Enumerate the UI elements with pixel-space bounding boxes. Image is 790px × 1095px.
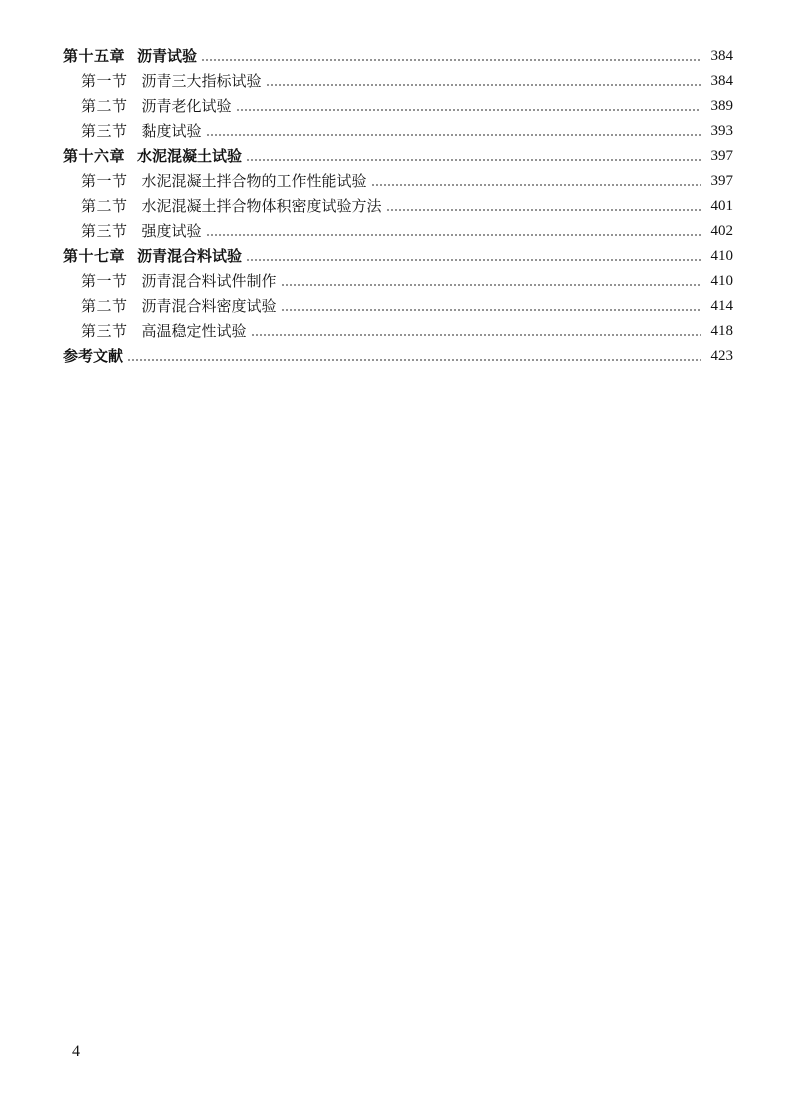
toc-section-16-1[interactable]: [63, 169, 733, 194]
section-title: 沥青混合料密度试验: [141, 297, 277, 315]
page-number: 393: [710, 123, 733, 139]
page-number: 418: [710, 323, 733, 339]
toc-references[interactable]: [63, 344, 733, 369]
dot-leader: [127, 359, 701, 361]
section-label: 第三节: [81, 322, 128, 340]
section-label: 第二节: [81, 97, 128, 115]
section-title: 水泥混凝土拌合物的工作性能试验: [141, 172, 367, 190]
page-number: 389: [710, 98, 733, 114]
page-number: 423: [710, 348, 733, 364]
section-title: 沥青混合料试件制作: [141, 272, 277, 290]
section-title: 沥青三大指标试验: [141, 72, 262, 90]
chapter-title: 水泥混凝土试验: [137, 147, 243, 165]
section-title: 黏度试验: [141, 122, 202, 140]
section-title: 强度试验: [141, 222, 202, 240]
chapter-label: 第十六章: [63, 147, 126, 165]
footer-page-number: 4: [72, 1043, 80, 1060]
dot-leader: [246, 259, 701, 261]
toc-section-15-2[interactable]: [63, 94, 733, 119]
toc-section-15-1[interactable]: [63, 69, 733, 94]
page-number: 384: [710, 73, 733, 89]
chapter-label: 第十七章: [63, 247, 126, 265]
section-label: 第一节: [81, 272, 128, 290]
section-label: 第二节: [81, 297, 128, 315]
page-number: 401: [710, 198, 733, 214]
dot-leader: [281, 309, 701, 311]
chapter-label: 第十五章: [63, 47, 126, 65]
toc-section-16-3[interactable]: [63, 219, 733, 244]
page-number: 384: [710, 48, 733, 64]
toc-chapter-16[interactable]: [63, 144, 733, 169]
dot-leader: [266, 84, 701, 86]
chapter-title: 沥青混合料试验: [137, 247, 243, 265]
page-number: 397: [710, 148, 733, 164]
page-number: 410: [710, 273, 733, 289]
dot-leader: [246, 159, 701, 161]
toc-section-17-1[interactable]: [63, 269, 733, 294]
dot-leader: [281, 284, 701, 286]
section-title: 沥青老化试验: [141, 97, 232, 115]
toc-section-17-3[interactable]: [63, 319, 733, 344]
dot-leader: [206, 234, 701, 236]
toc-chapter-15[interactable]: [63, 44, 733, 69]
section-title: 水泥混凝土拌合物体积密度试验方法: [141, 197, 382, 215]
references-title: 参考文献: [63, 347, 124, 365]
page-number: 397: [710, 173, 733, 189]
section-title: 高温稳定性试验: [141, 322, 247, 340]
dot-leader: [206, 134, 701, 136]
section-label: 第一节: [81, 72, 128, 90]
section-label: 第三节: [81, 222, 128, 240]
toc-chapter-17[interactable]: [63, 244, 733, 269]
page-number: 410: [710, 248, 733, 264]
toc-section-17-2[interactable]: [63, 294, 733, 319]
dot-leader: [201, 59, 701, 61]
section-label: 第一节: [81, 172, 128, 190]
dot-leader: [371, 184, 701, 186]
toc-section-15-3[interactable]: [63, 119, 733, 144]
dot-leader: [386, 209, 701, 211]
dot-leader: [236, 109, 701, 111]
dot-leader: [251, 334, 701, 336]
toc-section-16-2[interactable]: [63, 194, 733, 219]
page-number: 414: [710, 298, 733, 314]
page-number: 402: [710, 223, 733, 239]
table-of-contents: [63, 44, 733, 369]
section-label: 第三节: [81, 122, 128, 140]
section-label: 第二节: [81, 197, 128, 215]
chapter-title: 沥青试验: [137, 47, 198, 65]
